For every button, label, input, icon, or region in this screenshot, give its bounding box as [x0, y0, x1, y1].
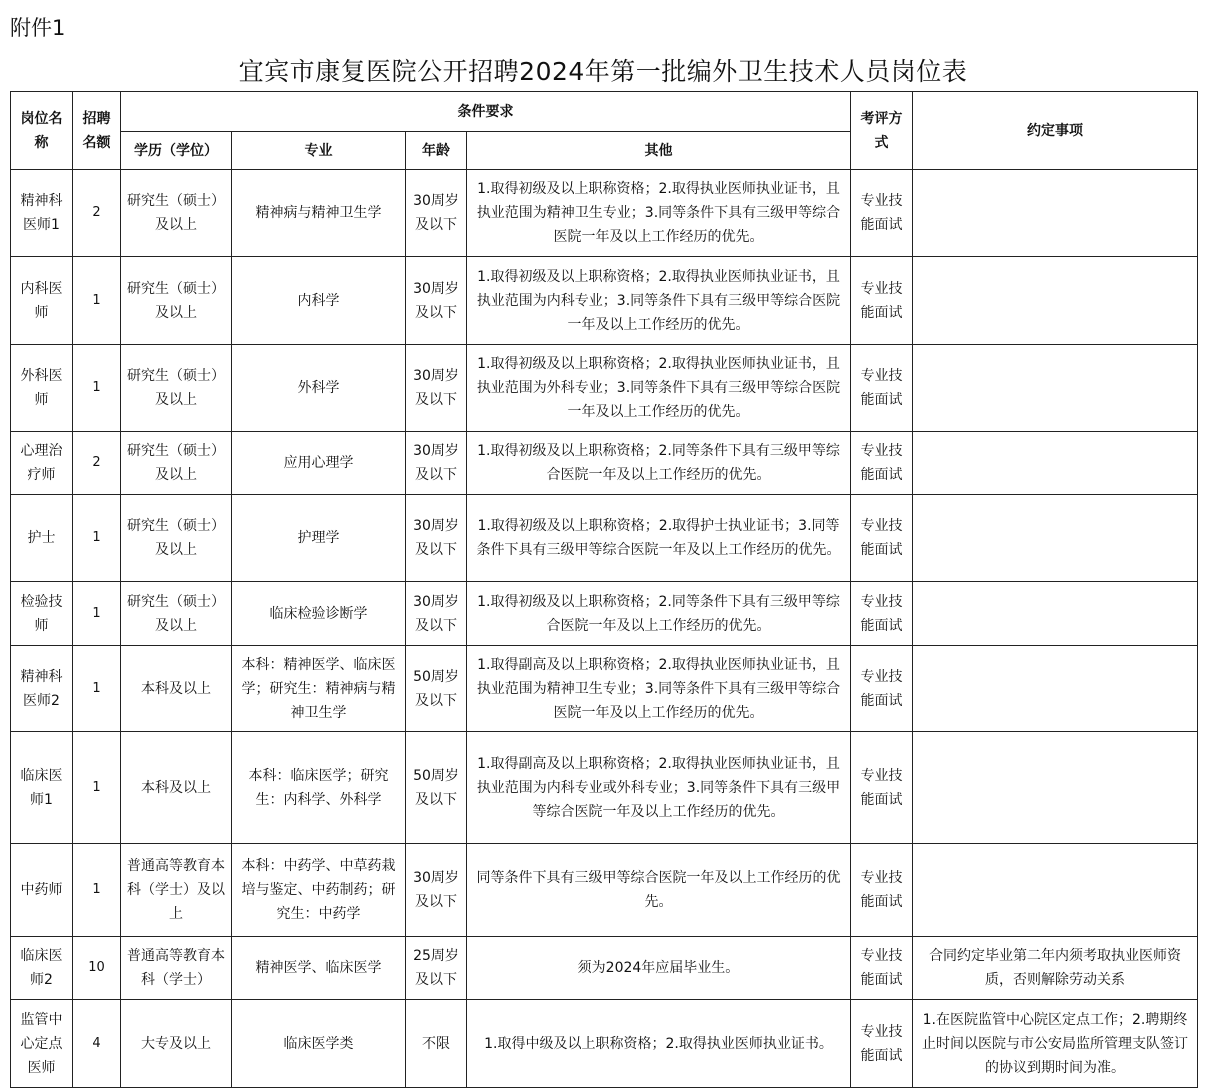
table-row [11, 844, 1198, 937]
table-row [11, 495, 1198, 582]
cell-education: 研究生（硕士）及以上 [121, 170, 232, 257]
cell-position: 临床医师2 [11, 937, 73, 1000]
cell-quota: 1 [73, 582, 121, 646]
header-assessment: 考评方式 [851, 92, 913, 170]
header-other: 其他 [467, 132, 851, 170]
cell-position: 心理治疗师 [11, 432, 73, 495]
cell-agreement [913, 170, 1198, 257]
cell-agreement [913, 432, 1198, 495]
cell-major: 本科：中药学、中草药栽培与鉴定、中药制药；研究生：中药学 [232, 844, 406, 937]
cell-major: 内科学 [232, 257, 406, 345]
header-row-top [11, 92, 1198, 132]
cell-education: 研究生（硕士）及以上 [121, 257, 232, 345]
cell-age: 30周岁及以下 [406, 495, 467, 582]
header-education: 学历（学位） [121, 132, 232, 170]
table-row [11, 582, 1198, 646]
header-agreement: 约定事项 [913, 92, 1198, 170]
page-title: 宜宾市康复医院公开招聘2024年第一批编外卫生技术人员岗位表 [238, 57, 968, 86]
cell-other: 同等条件下具有三级甲等综合医院一年及以上工作经历的优先。 [467, 844, 851, 937]
cell-other: 须为2024年应届毕业生。 [467, 937, 851, 1000]
header-age: 年龄 [406, 132, 467, 170]
table-row [11, 732, 1198, 844]
cell-major: 应用心理学 [232, 432, 406, 495]
cell-other: 1.取得中级及以上职称资格；2.取得执业医师执业证书。 [467, 1000, 851, 1088]
cell-other: 1.取得初级及以上职称资格；2.取得执业医师执业证书，且执业范围为内科专业；3.同等条件下具有三级甲等综合医院一年及以上工作经历的优先。 [467, 257, 851, 345]
cell-position: 检验技师 [11, 582, 73, 646]
cell-education: 研究生（硕士）及以上 [121, 582, 232, 646]
cell-major: 本科：精神医学、临床医学；研究生：精神病与精神卫生学 [232, 646, 406, 732]
header-conditions: 条件要求 [121, 92, 851, 132]
cell-major: 精神病与精神卫生学 [232, 170, 406, 257]
cell-major: 本科：临床医学；研究生：内科学、外科学 [232, 732, 406, 844]
cell-age: 50周岁及以下 [406, 732, 467, 844]
cell-position: 外科医师 [11, 345, 73, 432]
cell-age: 30周岁及以下 [406, 257, 467, 345]
cell-other: 1.取得副高及以上职称资格；2.取得执业医师执业证书，且执业范围为精神卫生专业；3.同等条件下具有三级甲等综合医院一年及以上工作经历的优先。 [467, 646, 851, 732]
cell-quota: 1 [73, 732, 121, 844]
table-row [11, 170, 1198, 257]
cell-agreement [913, 732, 1198, 844]
cell-major: 临床检验诊断学 [232, 582, 406, 646]
cell-age: 30周岁及以下 [406, 170, 467, 257]
cell-quota: 1 [73, 257, 121, 345]
cell-agreement: 1.在医院监管中心院区定点工作；2.聘期终止时间以医院与市公安局监所管理支队签订的协议到期时间为准。 [913, 1000, 1198, 1088]
cell-quota: 1 [73, 646, 121, 732]
cell-education: 研究生（硕士）及以上 [121, 495, 232, 582]
header-position: 岗位名称 [11, 92, 73, 170]
cell-other: 1.取得初级及以上职称资格；2.取得护士执业证书；3.同等条件下具有三级甲等综合医院一年及以上工作经历的优先。 [467, 495, 851, 582]
cell-age: 30周岁及以下 [406, 432, 467, 495]
table-row [11, 432, 1198, 495]
table-row [11, 1000, 1198, 1088]
table-row [11, 937, 1198, 1000]
cell-quota: 1 [73, 345, 121, 432]
cell-age: 50周岁及以下 [406, 646, 467, 732]
cell-agreement [913, 582, 1198, 646]
table-body [11, 92, 1198, 1088]
cell-major: 护理学 [232, 495, 406, 582]
cell-quota: 1 [73, 844, 121, 937]
cell-education: 普通高等教育本科（学士）及以上 [121, 844, 232, 937]
cell-assessment: 专业技能面试 [851, 582, 913, 646]
cell-agreement [913, 646, 1198, 732]
cell-other: 1.取得初级及以上职称资格；2.同等条件下具有三级甲等综合医院一年及以上工作经历的优先。 [467, 432, 851, 495]
cell-position: 临床医师1 [11, 732, 73, 844]
cell-assessment: 专业技能面试 [851, 257, 913, 345]
cell-assessment: 专业技能面试 [851, 1000, 913, 1088]
cell-age: 不限 [406, 1000, 467, 1088]
cell-agreement: 合同约定毕业第二年内须考取执业医师资质，否则解除劳动关系 [913, 937, 1198, 1000]
cell-agreement [913, 844, 1198, 937]
cell-age: 25周岁及以下 [406, 937, 467, 1000]
cell-assessment: 专业技能面试 [851, 495, 913, 582]
cell-major: 外科学 [232, 345, 406, 432]
attachment-label: 附件1 [10, 16, 66, 40]
recruitment-table [10, 91, 1198, 1088]
cell-position: 中药师 [11, 844, 73, 937]
cell-other: 1.取得初级及以上职称资格；2.取得执业医师执业证书，且执业范围为精神卫生专业；3.同等条件下具有三级甲等综合医院一年及以上工作经历的优先。 [467, 170, 851, 257]
header-major: 专业 [232, 132, 406, 170]
cell-position: 监管中心定点医师 [11, 1000, 73, 1088]
cell-major: 临床医学类 [232, 1000, 406, 1088]
cell-major: 精神医学、临床医学 [232, 937, 406, 1000]
cell-assessment: 专业技能面试 [851, 432, 913, 495]
cell-other: 1.取得初级及以上职称资格；2.同等条件下具有三级甲等综合医院一年及以上工作经历的优先。 [467, 582, 851, 646]
cell-age: 30周岁及以下 [406, 345, 467, 432]
cell-assessment: 专业技能面试 [851, 170, 913, 257]
cell-assessment: 专业技能面试 [851, 844, 913, 937]
cell-quota: 2 [73, 170, 121, 257]
cell-education: 本科及以上 [121, 646, 232, 732]
cell-agreement [913, 345, 1198, 432]
cell-position: 护士 [11, 495, 73, 582]
cell-quota: 1 [73, 495, 121, 582]
cell-education: 研究生（硕士）及以上 [121, 432, 232, 495]
cell-quota: 4 [73, 1000, 121, 1088]
header-quota: 招聘名额 [73, 92, 121, 170]
cell-assessment: 专业技能面试 [851, 646, 913, 732]
cell-age: 30周岁及以下 [406, 582, 467, 646]
cell-assessment: 专业技能面试 [851, 937, 913, 1000]
cell-assessment: 专业技能面试 [851, 732, 913, 844]
cell-position: 精神科医师2 [11, 646, 73, 732]
cell-education: 普通高等教育本科（学士） [121, 937, 232, 1000]
table-row [11, 646, 1198, 732]
cell-position: 内科医师 [11, 257, 73, 345]
cell-assessment: 专业技能面试 [851, 345, 913, 432]
table-row [11, 257, 1198, 345]
cell-quota: 2 [73, 432, 121, 495]
cell-quota: 10 [73, 937, 121, 1000]
cell-education: 大专及以上 [121, 1000, 232, 1088]
cell-education: 研究生（硕士）及以上 [121, 345, 232, 432]
cell-age: 30周岁及以下 [406, 844, 467, 937]
cell-agreement [913, 495, 1198, 582]
cell-education: 本科及以上 [121, 732, 232, 844]
table-row [11, 345, 1198, 432]
cell-other: 1.取得副高及以上职称资格；2.取得执业医师执业证书，且执业范围为内科专业或外科专业；3.同等条件下具有三级甲等综合医院一年及以上工作经历的优先。 [467, 732, 851, 844]
cell-agreement [913, 257, 1198, 345]
cell-other: 1.取得初级及以上职称资格；2.取得执业医师执业证书，且执业范围为外科专业；3.同等条件下具有三级甲等综合医院一年及以上工作经历的优先。 [467, 345, 851, 432]
cell-position: 精神科医师1 [11, 170, 73, 257]
